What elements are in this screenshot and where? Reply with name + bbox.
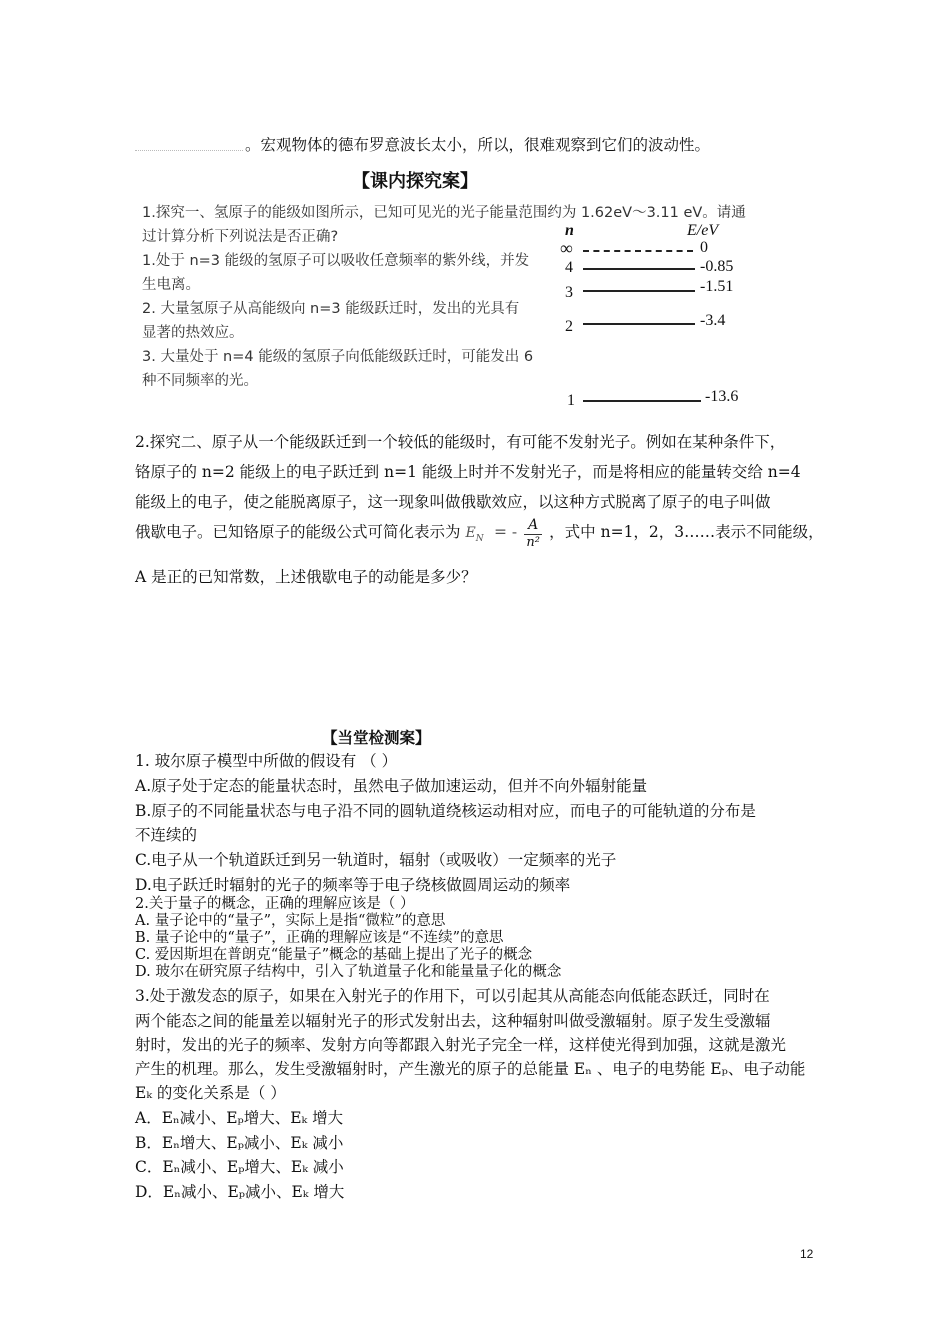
level-n-label: 3 <box>565 284 573 301</box>
q3-option-c: C．Eₙ减小、Eₚ增大、Eₖ 减小 <box>135 1158 344 1176</box>
level-n-label: 1 <box>567 392 575 409</box>
q1-option-c: C.电子从一个轨道跃迁到另一轨道时，辐射（或吸收）一定频率的光子 <box>135 851 617 869</box>
section-title-test: 【当堂检测案】 <box>322 728 431 747</box>
level-energy-value: -13.6 <box>705 388 739 405</box>
section-title-explore: 【课内探究案】 <box>352 171 478 192</box>
level-energy-value: 0 <box>700 239 708 256</box>
explore2-line: 能级上的电子，使之能脱离原子，这一现象叫做俄歇效应，以这种方式脱离了原子的电子叫做 <box>135 493 771 511</box>
q1-option-b: B.原子的不同能量状态与电子沿不同的圆轨道绕核运动相对应，而电子的可能轨道的分布是 <box>135 802 756 820</box>
q3-option-b: B．Eₙ增大、Eₚ减小、Eₖ 减小 <box>135 1134 344 1152</box>
explore1-line: 1.探究一、氢原子的能级如图所示，已知可见光的光子能量范围约为 1.62eV～3.11 eV。请通 <box>142 205 746 221</box>
formula-denominator: n² <box>526 534 540 550</box>
explore2-formula-line <box>135 512 824 559</box>
q1-option-d: D.电子跃迁时辐射的光子的频率等于电子绕核做圆周运动的频率 <box>135 876 571 894</box>
q2-option-c: C. 爱因斯坦在普朗克“能量子”概念的基础上提出了光子的概念 <box>135 947 533 963</box>
q3-line: Eₖ 的变化关系是（ ） <box>135 1084 286 1102</box>
q3-line: 3.处于激发态的原子，如果在入射光子的作用下，可以引起其从高能态向低能态跃迁，同时在 <box>135 987 770 1005</box>
diagram-n-header: n <box>565 222 574 239</box>
explore2-line: A 是正的已知常数，上述俄歇电子的动能是多少？ <box>135 568 477 586</box>
q3-line: 两个能态之间的能量差以辐射光子的形式发射出去，这种辐射叫做受激辐射。原子发生受激辐 <box>135 1012 771 1030</box>
diagram-e-header: E/eV <box>687 222 719 239</box>
formula-fraction <box>524 516 542 551</box>
formula-sub: N <box>475 533 484 544</box>
q1-option-a: A.原子处于定态的能量状态时，虽然电子做加速运动，但并不向外辐射能量 <box>135 777 648 795</box>
level-energy-value: -0.85 <box>700 258 734 275</box>
explore1-line: 种不同频率的光。 <box>142 373 258 389</box>
explore2-line: 2.探究二、原子从一个能级跃迁到一个较低的能级时，有可能不发射光子。例如在某种条件下， <box>135 433 786 451</box>
explore1-line: 2. 大量氢原子从高能级向 n=3 能级跃迁时，发出的光具有 <box>142 301 520 317</box>
explore1-line: 生电离。 <box>142 277 200 293</box>
explore1-line: 3. 大量处于 n=4 能级的氢原子向低能级跃迁时，可能发出 6 <box>142 349 534 365</box>
top-line: 。宏观物体的德布罗意波长太小，所以，很难观察到它们的波动性。 <box>245 136 711 154</box>
explore2-line: 铬原子的 n=2 能级上的电子跃迁到 n=1 能级上时并不发射光子，而是将相应的能量转交给 n=4 <box>135 463 801 481</box>
formula-eq: = - <box>494 523 518 541</box>
formula-e: E <box>465 525 476 541</box>
level-line <box>583 323 695 325</box>
level-n-label: ∞ <box>560 238 573 258</box>
q1-stem: 1. 玻尔原子模型中所做的假设有 （ ） <box>135 752 398 770</box>
q2-stem: 2.关于量子的概念，正确的理解应该是（ ） <box>135 896 415 912</box>
level-n-label: 4 <box>565 259 573 276</box>
q2-option-a: A. 量子论中的“量子”，实际上是指“微粒”的意思 <box>135 913 446 929</box>
q3-line: 射时，发出的光子的频率、发射方向等都跟入射光子完全一样，这样使光得到加强，这就是激光 <box>135 1036 787 1054</box>
level-n-label: 2 <box>565 318 573 335</box>
blank-underline <box>135 150 243 151</box>
q1-option-b-cont: 不连续的 <box>135 826 198 844</box>
level-energy-value: -3.4 <box>700 312 726 329</box>
q2-option-b: B. 量子论中的“量子”，正确的理解应该是“不连续”的意思 <box>135 930 504 946</box>
explore1-line: 1.处于 n=3 能级的氢原子可以吸收任意频率的紫外线，并发 <box>142 253 530 269</box>
explore2-line4-post: ，式中 n=1，2，3……表示不同能级， <box>549 523 824 541</box>
q3-line: 产生的机理。那么，发生受激辐射时，产生激光的原子的总能量 Eₙ 、电子的电势能 Eₚ、电子动能 <box>135 1060 806 1078</box>
q2-option-d: D. 玻尔在研究原子结构中，引入了轨道量子化和能量量子化的概念 <box>135 964 562 980</box>
explore2-line4-pre: 俄歇电子。已知铬原子的能级公式可简化表示为 <box>135 523 461 541</box>
level-line <box>583 400 701 402</box>
level-energy-value: -1.51 <box>700 278 734 295</box>
q3-option-a: A．Eₙ减小、Eₚ增大、Eₖ 增大 <box>135 1109 344 1127</box>
energy-level-diagram <box>555 222 785 417</box>
level-line <box>583 268 695 270</box>
formula-lhs <box>465 525 488 544</box>
level-line-dashed <box>583 250 693 252</box>
page-number: 12 <box>800 1247 814 1261</box>
level-line <box>583 290 695 292</box>
explore1-line: 显著的热效应。 <box>142 325 244 341</box>
formula-numerator: A <box>524 516 542 535</box>
explore1-line: 过计算分析下列说法是否正确? <box>142 229 339 245</box>
q3-option-d: D．Eₙ减小、Eₚ减小、Eₖ 增大 <box>135 1183 345 1201</box>
